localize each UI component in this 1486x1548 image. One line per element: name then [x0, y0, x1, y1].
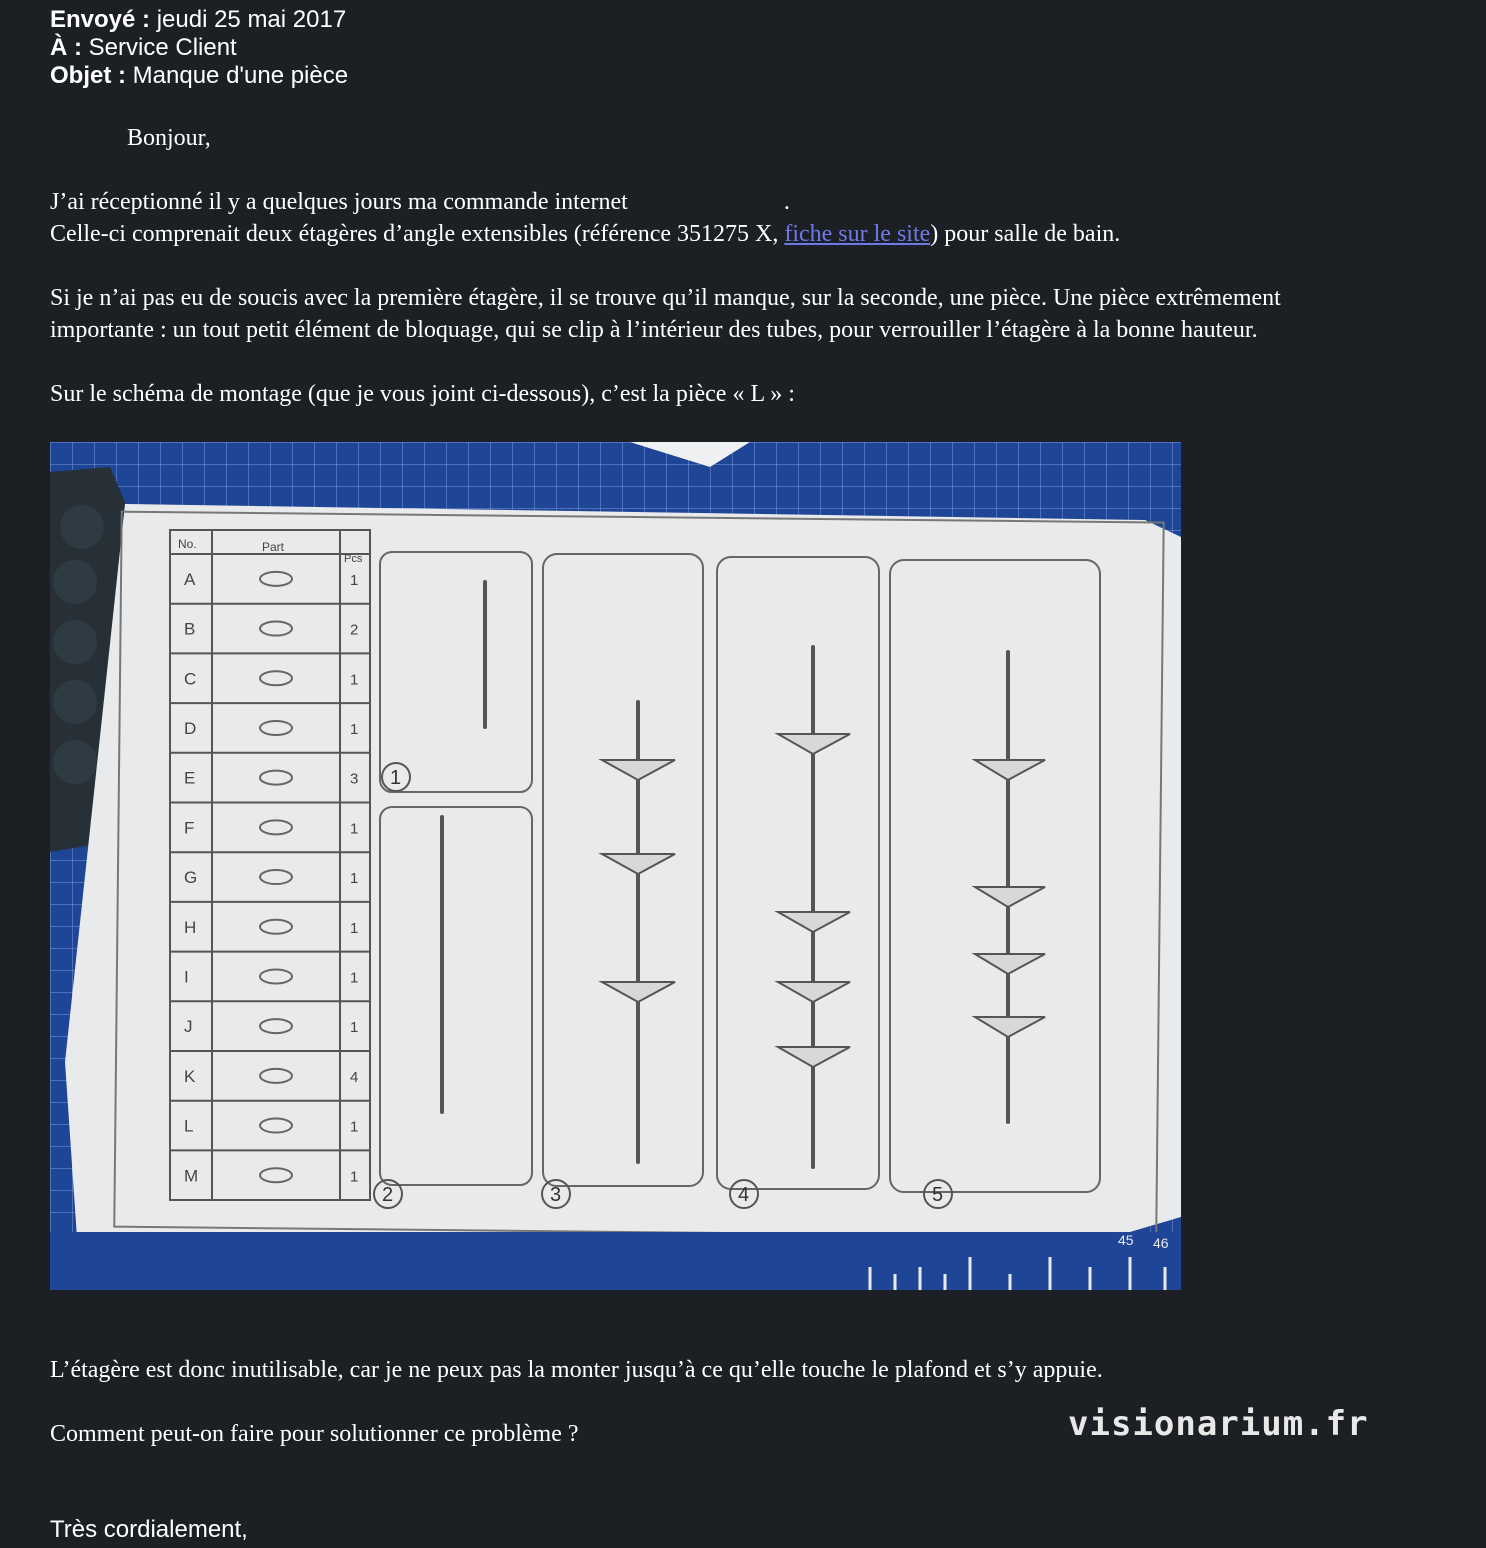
part-quantity: 3: [350, 770, 359, 788]
assembly-diagram-photo: [50, 442, 1181, 1290]
paragraph-2-line-2: importante : un tout petit élément de bloquage, qui se clip à l’intérieur des tubes, pour verrouiller l’étagère à la bonne hauteur.: [50, 317, 1258, 343]
part-quantity: 1: [350, 870, 359, 888]
part-letter: K: [184, 1066, 196, 1086]
ruler-mark-45: 45: [1118, 1232, 1134, 1248]
watermark-logo: visionarium.fr: [1068, 1404, 1369, 1444]
paragraph-2-line-1: Si je n’ai pas eu de soucis avec la première étagère, il se trouve qu’il manque, sur la seconde, une pièce. Une pièce extrêmement: [50, 285, 1281, 311]
step-3-number: 3: [550, 1184, 562, 1206]
greeting: Bonjour,: [127, 125, 211, 151]
part-quantity: 1: [350, 1118, 359, 1136]
ruler-mark-46: 46: [1153, 1235, 1169, 1251]
paragraph-1-line-1: [50, 186, 790, 218]
subject-label: Objet :: [50, 62, 126, 89]
paragraph-3: Sur le schéma de montage (que je vous joint ci-dessous), c’est la pièce « L » :: [50, 381, 795, 407]
part-letter: F: [184, 818, 195, 838]
part-letter: A: [184, 569, 196, 589]
to-label: À :: [50, 34, 82, 61]
to-value: Service Client: [88, 34, 237, 61]
part-quantity: 1: [350, 720, 359, 738]
part-quantity: 2: [350, 621, 359, 639]
subject-row: [50, 62, 348, 90]
part-letter: J: [184, 1017, 193, 1037]
part-letter: H: [184, 917, 197, 937]
part-letter: E: [184, 768, 196, 788]
product-page-link[interactable]: fiche sur le site: [784, 221, 931, 247]
part-letter: L: [184, 1116, 194, 1136]
part-letter: I: [184, 967, 189, 987]
paragraph-5: Comment peut-on faire pour solutionner ce problème ?: [50, 1421, 579, 1447]
step-1-number: 1: [390, 767, 402, 789]
part-quantity: 4: [350, 1068, 359, 1086]
part-quantity: 1: [350, 969, 359, 987]
step-5-number: 5: [932, 1184, 944, 1206]
step-2-number: 2: [382, 1184, 394, 1206]
step-4-number: 4: [738, 1184, 750, 1206]
paragraph-1-dot: .: [783, 189, 790, 215]
closing: Très cordialement,: [50, 1516, 248, 1543]
paragraph-1-text: J’ai réceptionné il y a quelques jours ma commande internet: [50, 189, 628, 215]
table-header-pcs: Pcs: [344, 553, 363, 565]
paragraph-1-end: ) pour salle de bain.: [930, 221, 1121, 247]
part-quantity: 1: [350, 1019, 359, 1037]
table-header-part: Part: [262, 540, 285, 554]
sent-value: jeudi 25 mai 2017: [156, 6, 347, 33]
paragraph-4: L’étagère est donc inutilisable, car je ne peux pas la monter jusqu’à ce qu’elle touche le plafond et s’y appuie.: [50, 1357, 1103, 1383]
part-quantity: 1: [350, 1168, 359, 1186]
sent-label: Envoyé :: [50, 6, 151, 33]
part-letter: C: [184, 669, 197, 689]
part-quantity: 1: [350, 571, 359, 589]
part-quantity: 1: [350, 919, 359, 937]
table-header-no: No.: [178, 537, 197, 551]
part-letter: G: [184, 868, 198, 888]
part-letter: D: [184, 718, 197, 738]
subject-value: Manque d'une pièce: [132, 62, 349, 89]
paragraph-1-ref: Celle-ci comprenait deux étagères d’angle extensibles (référence 351275 X,: [50, 221, 785, 247]
assembly-diagram-image: [50, 442, 1181, 1290]
part-quantity: 1: [350, 671, 359, 689]
to-row: [50, 34, 237, 62]
part-quantity: 1: [350, 820, 359, 838]
part-letter: B: [184, 619, 196, 639]
sent-row: [50, 6, 346, 34]
paragraph-1-line-2: [50, 218, 1120, 250]
part-letter: M: [184, 1166, 199, 1186]
